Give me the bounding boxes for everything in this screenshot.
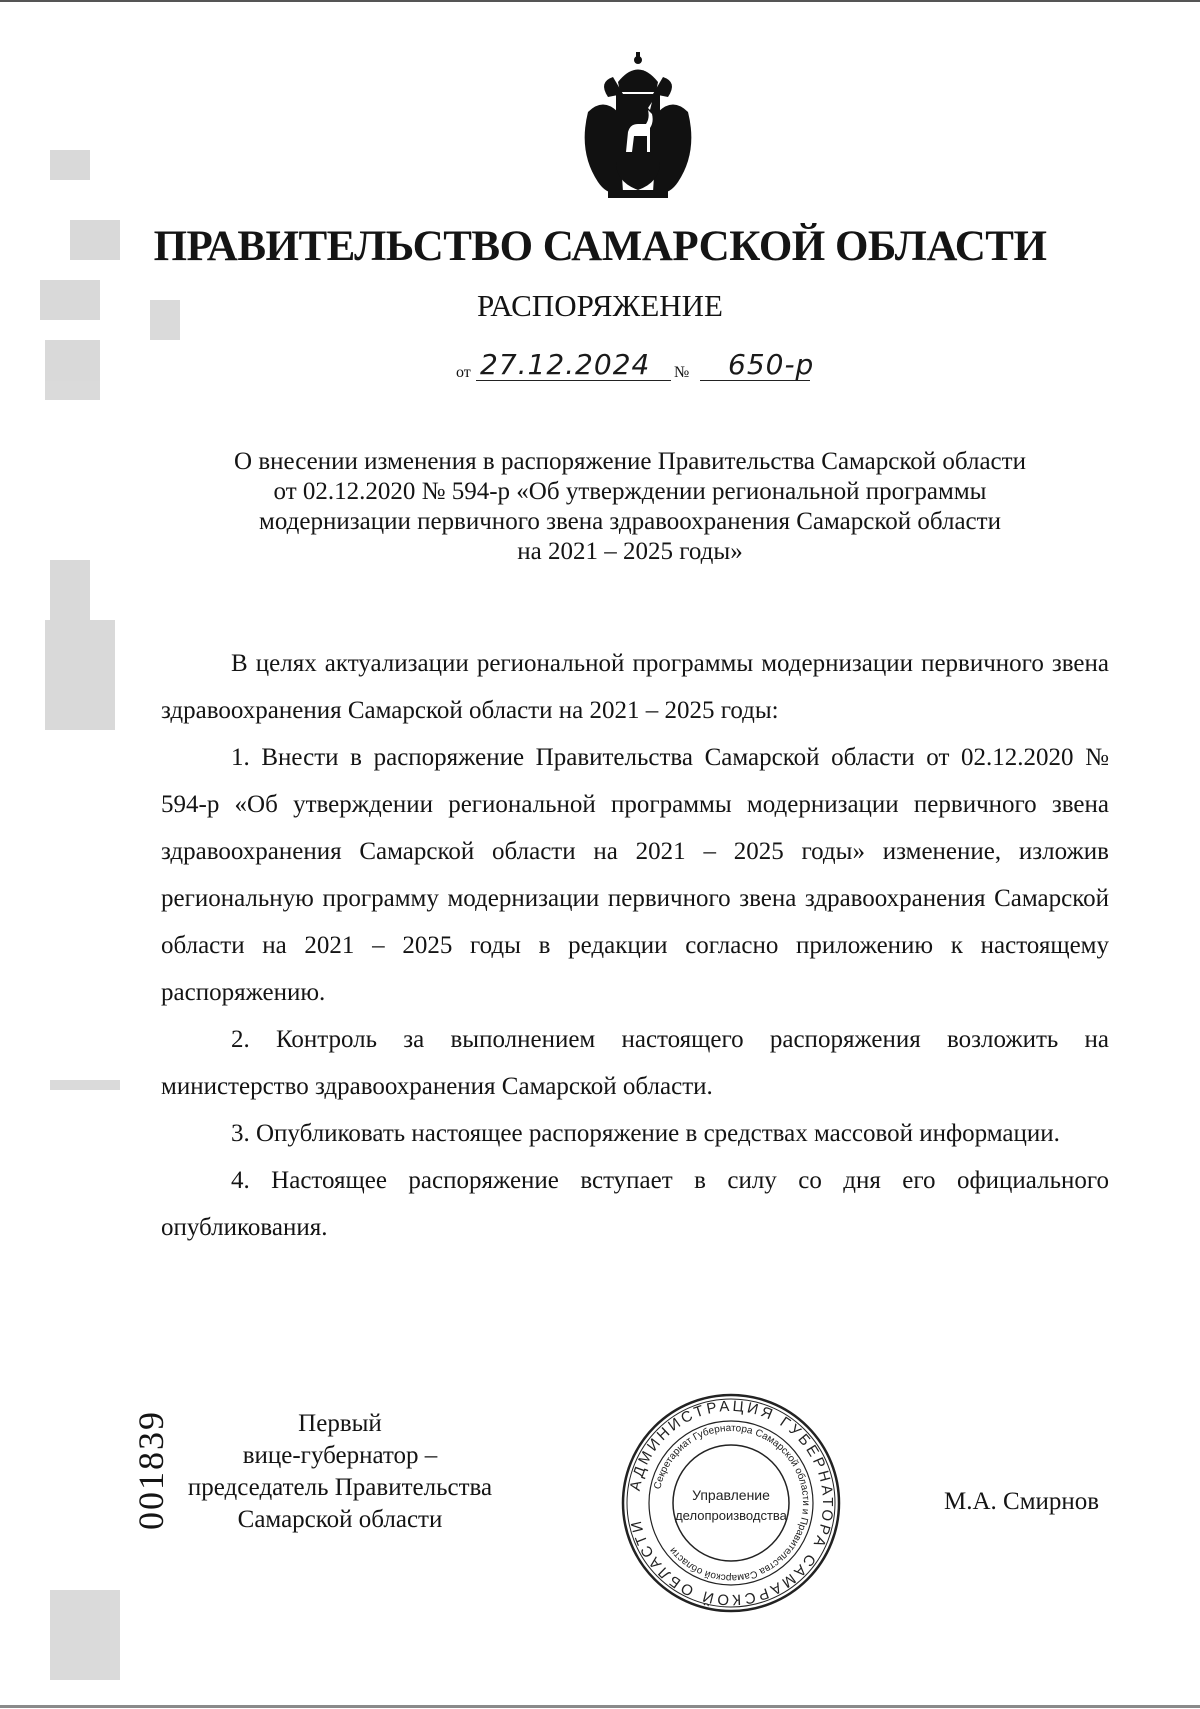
number-label: № [674,364,690,381]
document-body [161,640,1109,1251]
stamp-outer-text: АДМИНИСТРАЦИЯ ГУБЕРНАТОРА САМАРСКОЙ ОБЛАСТИ [626,1397,837,1609]
signatory-title-line: вице-губернатор – [242,1442,438,1469]
signatory-title [160,1408,520,1536]
subject-line: модернизации первичного звена здравоохранения Самарской области [259,508,1001,535]
stamp-center-line-2: делопроизводства [675,1508,787,1523]
document-type: РАСПОРЯЖЕНИЕ [477,288,723,323]
signatory-name: М.А. Смирнов [944,1488,1100,1515]
signatory-title-line: председатель Правительства [187,1474,493,1501]
date-label: от [456,364,471,381]
handwritten-date: 27.12.2024 [480,348,651,381]
government-title: ПРАВИТЕЛЬСТВО САМАРСКОЙ ОБЛАСТИ [153,223,1047,270]
registration-number: 001839 [131,1410,171,1530]
clause-1: 1. Внести в распоряжение Правительства Самарской области от 02.12.2020 № 594-р «Об утверждении региональной программы модернизации первичного звена здравоохранения Самарской области на 2021 – 2025 годы» изменение, изложив региональную программу модернизации первичного звена здравоохранения Самарской области на 2021 – 2025 годы в редакции согласно приложению к настоящему распоряжению. [161,744,1109,1006]
scan-edge-bottom [0,1705,1200,1708]
official-stamp [618,1390,844,1616]
clause-2: 2. Контроль за выполнением настоящего распоряжения возложить на министерство здравоохранения Самарской области. [161,1026,1109,1100]
preamble-paragraph: В целях актуализации региональной программы модернизации первичного звена здравоохранения Самарской области на 2021 – 2025 годы: [161,650,1109,724]
coat-of-arms-emblem [578,52,698,202]
date-number-line [456,348,856,392]
clause-3: 3. Опубликовать настоящее распоряжение в средствах массовой информации. [231,1120,1060,1147]
clause-4: 4. Настоящее распоряжение вступает в силу со дня его официального опубликования. [161,1167,1109,1241]
signatory-title-line: Первый [298,1410,382,1437]
document-subject [160,447,1100,567]
scan-edge-top [0,0,1200,2]
subject-line: О внесении изменения в распоряжение Правительства Самарской области [234,448,1026,475]
stamp-inner-text: Секретариат Губернатора Самарской области и Правительства Самарской области [652,1422,812,1584]
handwritten-number: 650-р [728,348,815,381]
subject-line: от 02.12.2020 № 594-р «Об утверждении региональной программы [273,478,987,505]
signatory-title-line: Самарской области [237,1506,443,1533]
subject-line: на 2021 – 2025 годы» [517,538,743,565]
stamp-center-line-1: Управление [692,1487,770,1503]
